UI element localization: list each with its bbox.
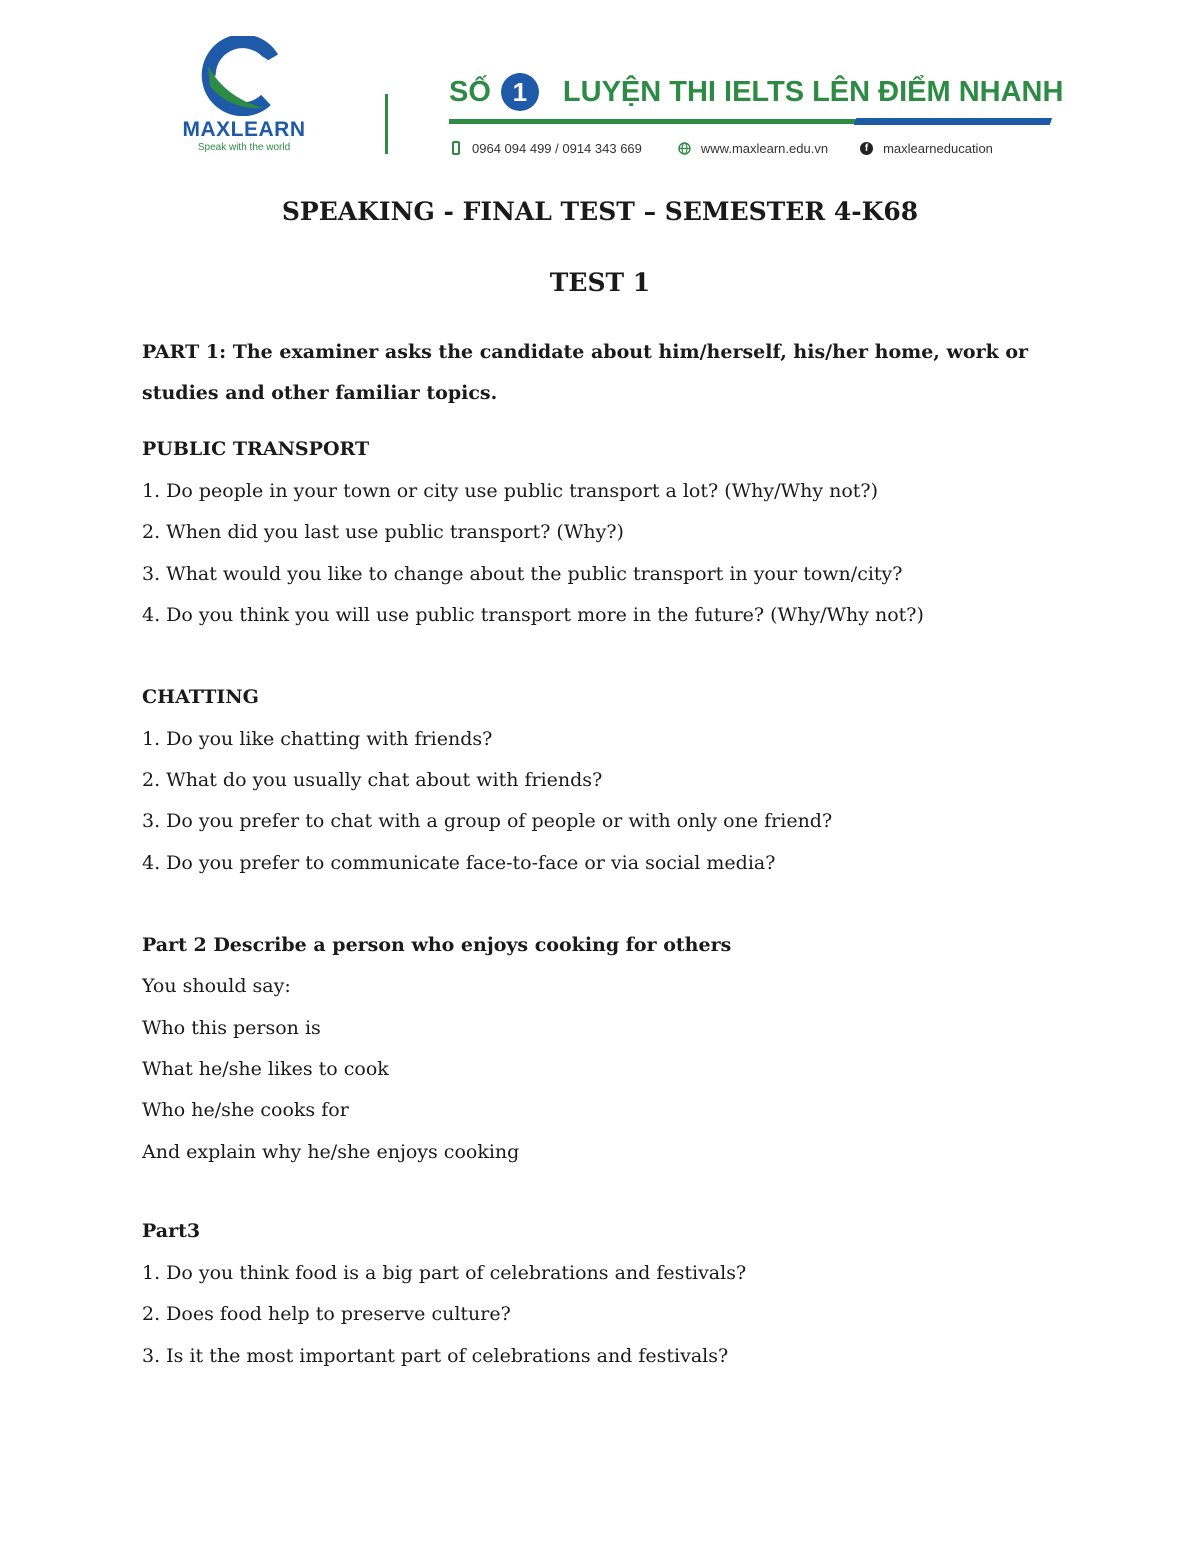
contact-facebook xyxy=(860,141,993,156)
slogan-prefix: SỐ xyxy=(449,75,491,108)
slogan xyxy=(449,72,1063,112)
question-item: 2. When did you last use public transport? (Why?) xyxy=(142,521,624,543)
question-item: 3. Do you prefer to chat with a group of people or with only one friend? xyxy=(142,810,833,832)
part1-heading-line2: studies and other familiar topics. xyxy=(142,382,498,404)
question-item: 2. Does food help to preserve culture? xyxy=(142,1303,511,1325)
phone-icon xyxy=(449,142,462,155)
maxlearn-logo-icon xyxy=(200,36,282,116)
slogan-main: LUYỆN THI IELTS LÊN ĐIỂM NHANH xyxy=(562,75,1064,108)
facebook-icon: f xyxy=(860,142,873,155)
website-link[interactable]: www.maxlearn.edu.vn xyxy=(700,140,829,156)
part2-line: What he/she likes to cook xyxy=(142,1058,389,1080)
part3-heading: Part3 xyxy=(142,1220,201,1242)
page-header xyxy=(0,0,1200,170)
question-item: 1. Do you think food is a big part of celebrations and festivals? xyxy=(142,1262,747,1284)
facebook-link[interactable]: maxlearneducation xyxy=(883,140,993,156)
part2-line: Who this person is xyxy=(142,1017,321,1039)
brand-name: MAXLEARN xyxy=(182,118,306,141)
slogan-number-badge: 1 xyxy=(501,73,539,111)
question-item: 3. What would you like to change about the public transport in your town/city? xyxy=(142,563,903,585)
document-title: SPEAKING - FINAL TEST – SEMESTER 4-K68 xyxy=(281,197,919,226)
phone-text: 0964 094 499 / 0914 343 669 xyxy=(472,140,642,156)
question-item: 3. Is it the most important part of celebrations and festivals? xyxy=(142,1345,729,1367)
part2-heading: Part 2 Describe a person who enjoys cooking for others xyxy=(142,934,732,956)
topic-title-chatting: CHATTING xyxy=(142,686,259,708)
header-divider xyxy=(385,94,388,154)
contact-website xyxy=(678,141,828,156)
part1-heading-line1: PART 1: The examiner asks the candidate about him/herself, his/her home, work or xyxy=(142,341,1029,363)
brand-tagline: Speak with the world xyxy=(197,142,291,153)
slogan-underline-blue xyxy=(854,118,1053,125)
contact-phone xyxy=(449,141,642,156)
globe-icon xyxy=(678,142,691,155)
question-item: 2. What do you usually chat about with friends? xyxy=(142,769,603,791)
part2-line: And explain why he/she enjoys cooking xyxy=(142,1141,520,1163)
document-subtitle: TEST 1 xyxy=(549,268,651,297)
question-item: 4. Do you think you will use public transport more in the future? (Why/Why not?) xyxy=(142,604,924,626)
contact-row xyxy=(449,138,993,158)
topic-title-public-transport: PUBLIC TRANSPORT xyxy=(142,438,370,460)
question-item: 1. Do people in your town or city use public transport a lot? (Why/Why not?) xyxy=(142,480,878,502)
question-item: 4. Do you prefer to communicate face-to-face or via social media? xyxy=(142,852,776,874)
slogan-underline-green xyxy=(449,119,869,124)
part2-line: Who he/she cooks for xyxy=(142,1099,349,1121)
question-item: 1. Do you like chatting with friends? xyxy=(142,728,493,750)
part2-line: You should say: xyxy=(142,975,291,997)
